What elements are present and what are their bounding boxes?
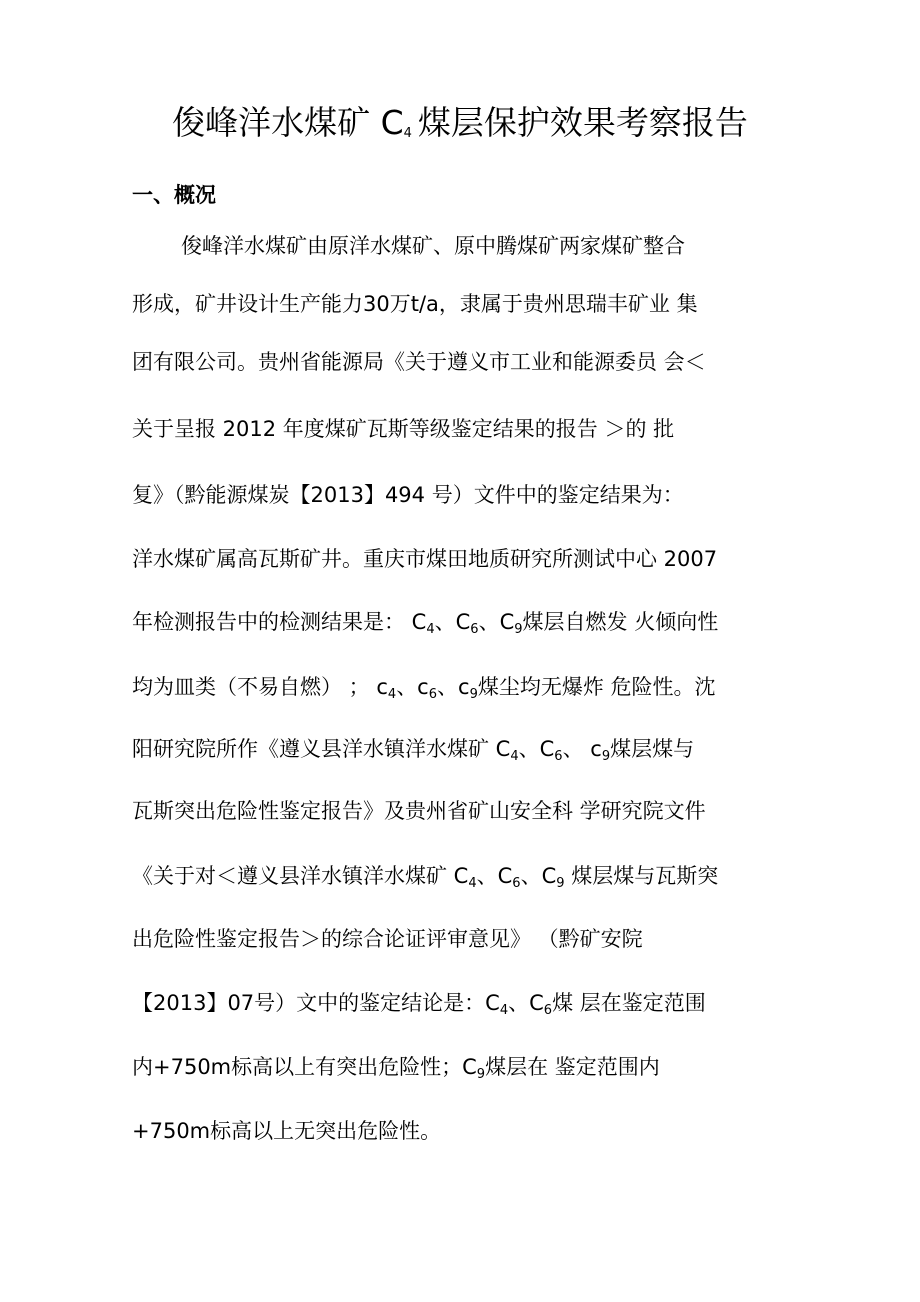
paragraph-line-5: 复》（黔能源煤炭【2013】494 号）文件中的鉴定结果为： (132, 483, 684, 507)
paragraph-line-15: +750m标高以上无突出危险性。 (132, 1119, 442, 1143)
paragraph-line-10: 瓦斯突出危险性鉴定报告》及贵州省矿山安全科 学研究院文件 (132, 799, 706, 823)
paragraph-line-13: 【2013】07号）文中的鉴定结论是：$C_4$、$C_6$煤 层在鉴定范围 (132, 991, 706, 1018)
paragraph-line-4: 关于呈报 2012 年度煤矿瓦斯等级鉴定结果的报告 ＞的 批 (132, 417, 675, 441)
paragraph-line-14: 内+750m标高以上有突出危险性；$C_9$煤层在 鉴定范围内 (132, 1055, 660, 1082)
title-subscript: 4 (403, 126, 412, 141)
section-heading: 一、概况 (132, 183, 216, 207)
title-text-start: 俊峰洋水煤矿 C (172, 103, 404, 142)
paragraph-line-8: 均为皿类（不易自燃） ； $c_4$、$c_6$、$c_9$煤尘均无爆炸 危险性。沈 (132, 675, 716, 702)
paragraph-line-7: 年检测报告中的检测结果是： $C_4$、$C_6$、$C_9$煤层自燃发 火倾向性 (132, 610, 719, 637)
document-title (0, 98, 920, 159)
paragraph-line-12: 出危险性鉴定报告＞的综合论证评审意见》 （黔矿安院 (132, 927, 643, 951)
paragraph-line-3: 团有限公司。贵州省能源局《关于遵义市工业和能源委员 会＜ (132, 350, 706, 374)
paragraph-line-2: 形成，矿井设计生产能力30万t/a，隶属于贵州思瑞丰矿业 集 (132, 292, 698, 316)
title-text-end: 煤层保护效果考察报告 (417, 103, 748, 142)
paragraph-line-11: 《关于对＜遵义县洋水镇洋水煤矿 $C_4$、$C_6$、$C_9$ 煤层煤与瓦斯突 (132, 864, 719, 891)
paragraph-line-9: 阳研究院所作《遵义县洋水镇洋水煤矿 $C_4$、$C_6$、 $c_9$煤层煤与 (132, 737, 695, 764)
paragraph-line-6: 洋水煤矿属高瓦斯矿井。重庆市煤田地质研究所测试中心 2007 (132, 547, 718, 571)
paragraph-line-1: 俊峰洋水煤矿由原洋水煤矿、原中腾煤矿两家煤矿整合 (181, 234, 685, 258)
